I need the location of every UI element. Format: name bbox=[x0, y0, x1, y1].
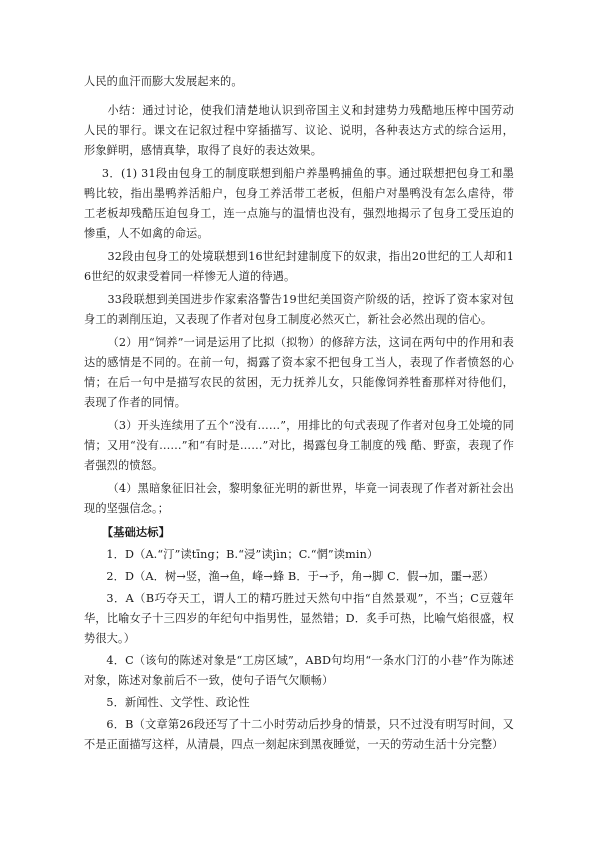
paragraph-item-3-1-33: 33段联想到美国进步作家索洛警告19世纪美国资产阶级的话，控诉了资本家对包身工的剥削压迫，又表现了作者对包身工制度必然灭亡，新社会必然出现的信心。 bbox=[84, 293, 514, 326]
paragraph-summary: 小结：通过讨论，使我们清楚地认识到帝国主义和封建势力残酷地压榨中国劳动人民的罪行。课文在记叙过程中穿插描写、议论、说明，各种表达方式的综合运用，形象鲜明，感情真挚，取得了良好的表达效果。 bbox=[84, 104, 514, 157]
answer-item-6: 6．B（文章第26段还写了十二小时劳动后抄身的情景，只不过没有明写时间，又不是正面描写这样，从清晨，四点一刻起床到黑夜睡觉，一天的劳动生活十分完整） bbox=[84, 718, 514, 751]
answer-item-1: 1．D（A.“汀”读tīng；B.“浸”读jìn；C.“惘”读min） bbox=[106, 548, 379, 561]
answer-item-4: 4．C（该句的陈述对象是“工房区域”，ABD句均用“一条水门汀的小巷”作为陈述对象，陈述对象前后不一致，使句子语气欠顺畅） bbox=[84, 654, 514, 687]
answer-item-5: 5．新闻性、文学性、政论性 bbox=[106, 696, 250, 709]
answer-item-2: 2．D（A．树→竖，渔→鱼，峰→蜂 B．于→予，角→脚 C．假→加，噩→恶） bbox=[106, 570, 495, 583]
paragraph-item-3-1-32: 32段由包身工的处境联想到16世纪封建制度下的奴隶，指出20世纪的工人却和16世纪的奴隶受着同一样惨无人道的待遇。 bbox=[84, 250, 514, 283]
section-heading: 【基础达标】 bbox=[101, 525, 170, 539]
document-body bbox=[84, 72, 514, 757]
paragraph-item-3-4: （4）黑暗象征旧社会，黎明象征光明的新世界，毕竟一词表现了作者对新社会出现的坚强信念。； bbox=[84, 482, 514, 515]
paragraph-item-3-1: 3．(1) 31段由包身工的制度联想到船户养墨鸭捕鱼的事。通过联想把包身工和墨鸭比较，指出墨鸭养活船户，包身工养活带工老板，但船户对墨鸭没有怎么虐待，带工老板却残酷压迫包身工，连一点施与的温情也没有，强烈地揭示了包身工受压迫的惨重，人不如禽的命运。 bbox=[84, 167, 514, 240]
paragraph-item-3-2: （2）用“饲养”一词是运用了比拟（拟物）的修辞方法，这词在两句中的作用和表达的感情是不同的。在前一句，揭露了资本家不把包身工当人，表现了作者愤怒的心情；在后一句中是描写农民的贫困，无力抚养儿女，只能像饲养牲畜那样对待他们，表现了作者的同情。 bbox=[84, 336, 514, 409]
paragraph-continuation: 人民的血汗而膨大发展起来的。 bbox=[84, 75, 243, 88]
answer-item-3: 3．A（B巧夺天工，谓人工的精巧胜过天然句中指“自然景观”，不当；C豆蔻年华，比喻女子十三四岁的年纪句中指男性，显然错；D．炙手可热，比喻气焰很盛，权势很大。） bbox=[84, 592, 514, 645]
paragraph-item-3-3: （3）开头连续用了五个“没有……”，用排比的句式表现了作者对包身工处境的同情；又用“没有……”和“有时是……”对比，揭露包身工制度的残 酷、野蛮，表现了作者强烈的愤怒。 bbox=[84, 419, 514, 472]
